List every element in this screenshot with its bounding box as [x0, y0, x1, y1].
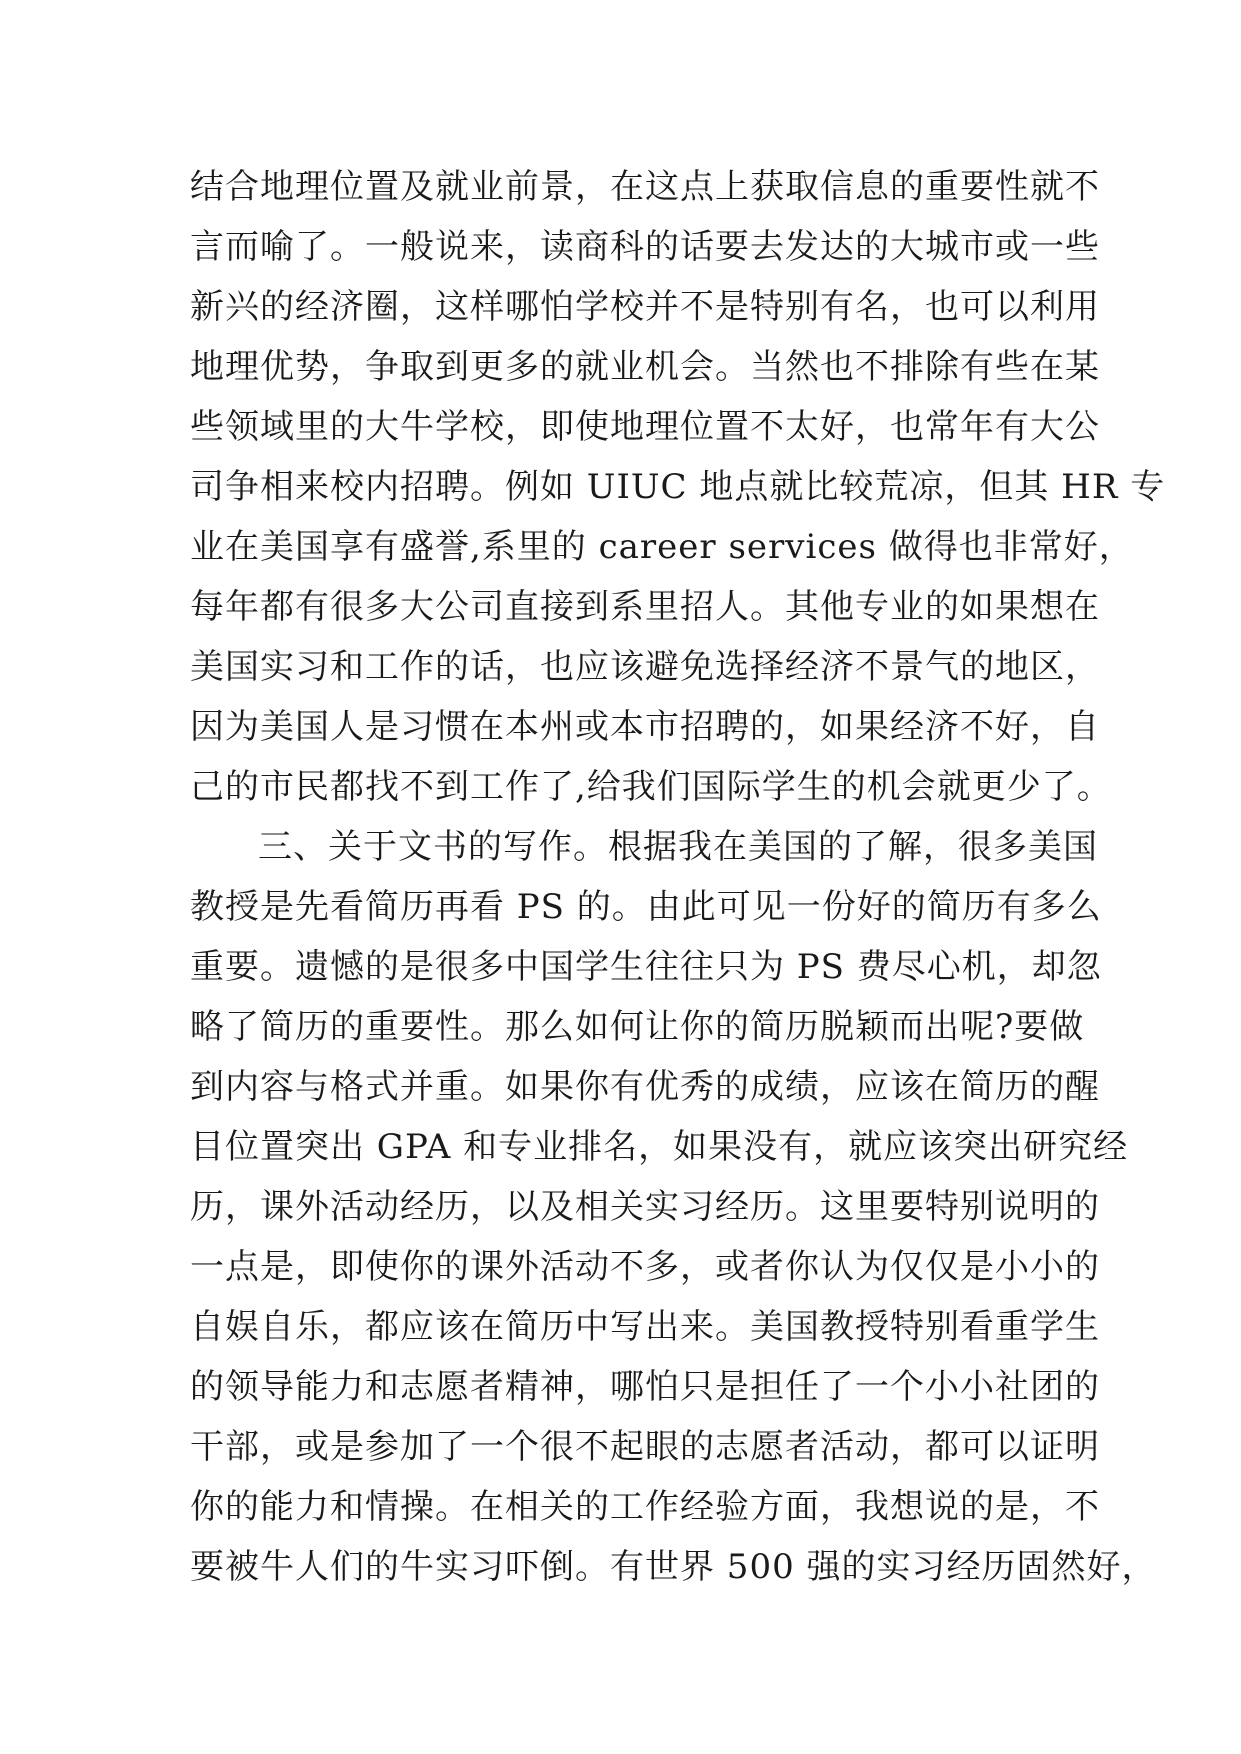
text-line: 重要。遗憾的是很多中国学生往往只为 PS 费尽心机，却忽: [190, 947, 1102, 987]
text-line: 略了简历的重要性。那么如何让你的简历脱颖而出呢?要做: [190, 1007, 1085, 1047]
text-line: 历，课外活动经历，以及相关实习经历。这里要特别说明的: [190, 1187, 1100, 1227]
text-line: 结合地理位置及就业前景，在这点上获取信息的重要性就不: [190, 167, 1100, 207]
text-line: 自娱自乐，都应该在简历中写出来。美国教授特别看重学生: [190, 1307, 1100, 1347]
text-line: 地理优势，争取到更多的就业机会。当然也不排除有些在某: [190, 347, 1100, 387]
document-body: [190, 157, 1166, 1597]
text-line: 因为美国人是习惯在本州或本市招聘的，如果经济不好，自: [190, 707, 1100, 747]
text-line: 的领导能力和志愿者精神，哪怕只是担任了一个小小社团的: [190, 1367, 1100, 1407]
text-line: 教授是先看简历再看 PS 的。由此可见一份好的简历有多么: [190, 887, 1102, 927]
text-line: 到内容与格式并重。如果你有优秀的成绩，应该在简历的醒: [190, 1067, 1100, 1107]
text-line: 干部，或是参加了一个很不起眼的志愿者活动，都可以证明: [190, 1427, 1100, 1467]
text-line: 目位置突出 GPA 和专业排名，如果没有，就应该突出研究经: [190, 1127, 1129, 1167]
text-line: 新兴的经济圈，这样哪怕学校并不是特别有名，也可以利用: [190, 287, 1100, 327]
text-line: 要被牛人们的牛实习吓倒。有世界 500 强的实习经历固然好，: [190, 1547, 1157, 1587]
text-line: 言而喻了。一般说来，读商科的话要去发达的大城市或一些: [190, 227, 1100, 267]
text-line: 些领域里的大牛学校，即使地理位置不太好，也常年有大公: [190, 407, 1100, 447]
text-line: 每年都有很多大公司直接到系里招人。其他专业的如果想在: [190, 587, 1100, 627]
text-line: 美国实习和工作的话，也应该避免选择经济不景气的地区，: [190, 647, 1100, 687]
text-line: 你的能力和情操。在相关的工作经验方面，我想说的是，不: [190, 1487, 1100, 1527]
text-line: 一点是，即使你的课外活动不多，或者你认为仅仅是小小的: [190, 1247, 1100, 1287]
text-line: 己的市民都找不到工作了,给我们国际学生的机会就更少了。: [190, 767, 1112, 807]
text-line: 司争相来校内招聘。例如 UIUC 地点就比较荒凉，但其 HR 专: [190, 467, 1166, 507]
text-line: 业在美国享有盛誉,系里的 career services 做得也非常好，: [190, 527, 1134, 567]
section-heading-line: 三、关于文书的写作。根据我在美国的了解，很多美国: [258, 827, 1098, 867]
